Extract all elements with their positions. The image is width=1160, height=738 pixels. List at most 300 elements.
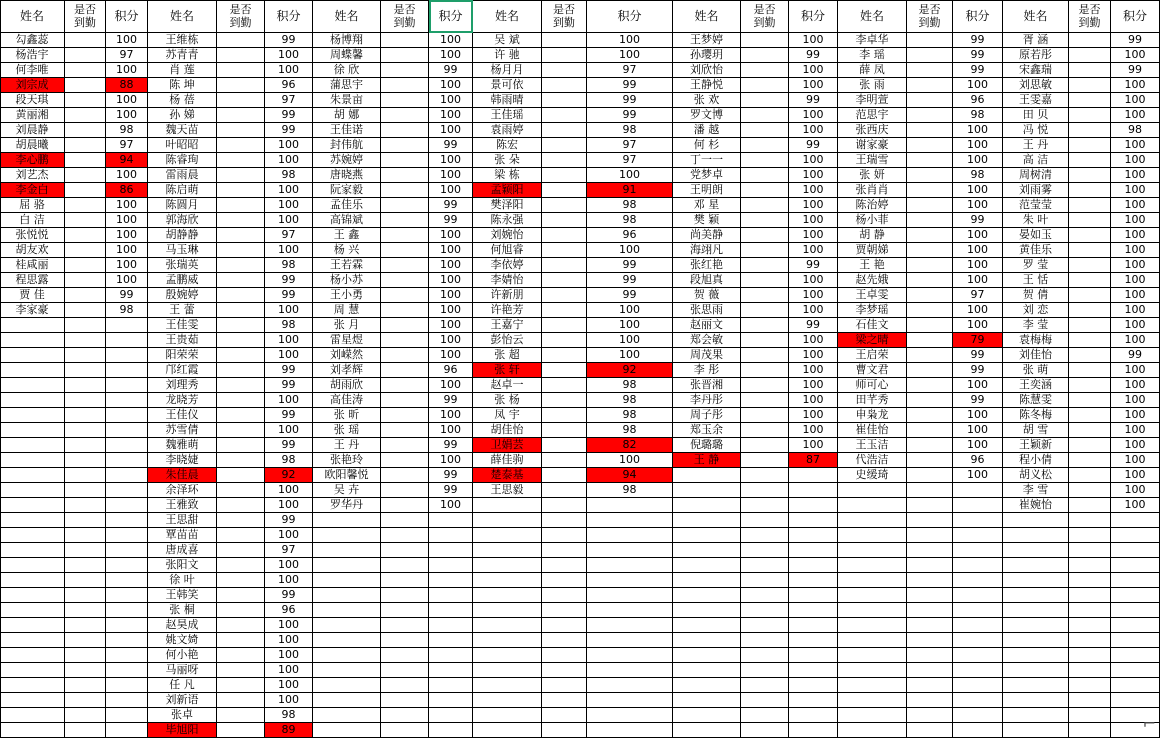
name-cell[interactable]: 胥 涵	[1003, 33, 1069, 48]
attend-cell[interactable]	[217, 633, 265, 648]
name-cell[interactable]: 薛 凤	[838, 63, 907, 78]
attend-cell[interactable]	[1069, 378, 1111, 393]
name-cell[interactable]: 孟佳乐	[313, 198, 381, 213]
empty-cell[interactable]	[673, 498, 741, 513]
name-cell[interactable]: 段天琪	[0, 93, 65, 108]
name-cell[interactable]: 宋鑫瑞	[1003, 63, 1069, 78]
attend-cell[interactable]	[542, 723, 587, 738]
empty-cell[interactable]	[0, 558, 65, 573]
attend-cell[interactable]	[1069, 663, 1111, 678]
attend-cell[interactable]	[65, 153, 106, 168]
empty-cell[interactable]	[1111, 513, 1160, 528]
score-cell[interactable]: 100	[953, 138, 1003, 153]
attend-cell[interactable]	[741, 588, 789, 603]
name-cell[interactable]: 刘理秀	[148, 378, 217, 393]
empty-cell[interactable]	[1003, 678, 1069, 693]
attend-cell[interactable]	[1069, 453, 1111, 468]
name-cell[interactable]: 王若霖	[313, 258, 381, 273]
name-cell[interactable]: 何 杉	[673, 138, 741, 153]
empty-cell[interactable]	[587, 723, 673, 738]
name-cell[interactable]: 白 洁	[0, 213, 65, 228]
score-cell[interactable]: 100	[429, 93, 473, 108]
attend-cell[interactable]	[217, 498, 265, 513]
attend-cell[interactable]	[907, 48, 953, 63]
empty-cell[interactable]	[0, 498, 65, 513]
attend-cell[interactable]	[217, 603, 265, 618]
score-cell[interactable]: 100	[953, 273, 1003, 288]
attend-cell[interactable]	[907, 663, 953, 678]
name-cell[interactable]: 陈冬梅	[1003, 408, 1069, 423]
attend-cell[interactable]	[217, 48, 265, 63]
name-cell[interactable]: 罗华丹	[313, 498, 381, 513]
score-cell[interactable]: 100	[953, 123, 1003, 138]
attend-cell[interactable]	[542, 168, 587, 183]
name-cell[interactable]: 刘 恋	[1003, 303, 1069, 318]
empty-cell[interactable]	[106, 528, 148, 543]
empty-cell[interactable]	[313, 603, 381, 618]
attend-cell[interactable]	[1069, 408, 1111, 423]
attend-cell[interactable]	[381, 198, 429, 213]
attend-cell[interactable]	[381, 693, 429, 708]
empty-cell[interactable]	[106, 648, 148, 663]
empty-cell[interactable]	[587, 678, 673, 693]
empty-cell[interactable]	[673, 513, 741, 528]
score-cell[interactable]: 100	[587, 348, 673, 363]
name-cell[interactable]: 勾鑫蕊	[0, 33, 65, 48]
score-cell[interactable]: 100	[953, 198, 1003, 213]
score-cell[interactable]: 100	[1111, 288, 1160, 303]
score-cell[interactable]: 100	[265, 393, 313, 408]
attend-cell[interactable]	[741, 633, 789, 648]
attend-cell[interactable]	[1069, 303, 1111, 318]
attend-cell[interactable]	[217, 438, 265, 453]
attend-cell[interactable]	[65, 693, 106, 708]
empty-cell[interactable]	[789, 483, 838, 498]
score-cell[interactable]: 96	[265, 78, 313, 93]
score-cell[interactable]: 100	[429, 408, 473, 423]
score-cell[interactable]: 100	[429, 318, 473, 333]
attend-cell[interactable]	[217, 408, 265, 423]
name-cell[interactable]: 王贵茹	[148, 333, 217, 348]
name-cell[interactable]: 杨 蓓	[148, 93, 217, 108]
attend-cell[interactable]	[741, 348, 789, 363]
attend-cell[interactable]	[1069, 723, 1111, 738]
empty-cell[interactable]	[473, 543, 542, 558]
name-cell[interactable]: 杨小苏	[313, 273, 381, 288]
name-cell[interactable]: 程思露	[0, 273, 65, 288]
empty-cell[interactable]	[106, 513, 148, 528]
attend-cell[interactable]	[1069, 108, 1111, 123]
attend-cell[interactable]	[1069, 318, 1111, 333]
empty-cell[interactable]	[953, 498, 1003, 513]
name-cell[interactable]: 余泽环	[148, 483, 217, 498]
attend-cell[interactable]	[381, 483, 429, 498]
name-cell[interactable]: 蒲思宇	[313, 78, 381, 93]
attend-cell[interactable]	[542, 708, 587, 723]
score-cell[interactable]: 100	[1111, 78, 1160, 93]
empty-cell[interactable]	[673, 633, 741, 648]
name-cell[interactable]: 王静悦	[673, 78, 741, 93]
name-cell[interactable]: 胡雨欣	[313, 378, 381, 393]
name-cell[interactable]: 任 凡	[148, 678, 217, 693]
empty-cell[interactable]	[789, 663, 838, 678]
name-cell[interactable]: 陈 坤	[148, 78, 217, 93]
name-cell[interactable]: 卫娟芸	[473, 438, 542, 453]
name-cell[interactable]: 高佳涛	[313, 393, 381, 408]
attend-cell[interactable]	[381, 528, 429, 543]
attend-cell[interactable]	[217, 528, 265, 543]
score-cell[interactable]: 99	[265, 408, 313, 423]
attend-cell[interactable]	[907, 348, 953, 363]
empty-cell[interactable]	[838, 498, 907, 513]
name-cell[interactable]: 许艳芳	[473, 303, 542, 318]
score-cell[interactable]: 100	[789, 333, 838, 348]
name-cell[interactable]: 王卓雯	[838, 288, 907, 303]
name-cell[interactable]: 王 丹	[313, 438, 381, 453]
score-cell[interactable]: 100	[1111, 453, 1160, 468]
name-cell[interactable]: 刘晨静	[0, 123, 65, 138]
empty-cell[interactable]	[473, 498, 542, 513]
name-cell[interactable]: 代浩洁	[838, 453, 907, 468]
empty-cell[interactable]	[429, 723, 473, 738]
attend-cell[interactable]	[542, 603, 587, 618]
score-cell[interactable]: 100	[265, 213, 313, 228]
name-cell[interactable]: 赵昊成	[148, 618, 217, 633]
score-cell[interactable]: 100	[265, 348, 313, 363]
name-cell[interactable]: 黄丽湘	[0, 108, 65, 123]
score-cell[interactable]: 100	[953, 423, 1003, 438]
attend-cell[interactable]	[381, 573, 429, 588]
empty-cell[interactable]	[953, 693, 1003, 708]
name-cell[interactable]: 王奕涵	[1003, 378, 1069, 393]
score-cell[interactable]: 100	[1111, 258, 1160, 273]
attend-cell[interactable]	[65, 468, 106, 483]
attend-cell[interactable]	[65, 723, 106, 738]
attend-cell[interactable]	[217, 348, 265, 363]
score-cell[interactable]: 97	[953, 288, 1003, 303]
header-name[interactable]: 姓名	[673, 0, 741, 33]
score-cell[interactable]: 99	[429, 438, 473, 453]
score-cell[interactable]: 100	[265, 48, 313, 63]
score-cell[interactable]: 99	[265, 108, 313, 123]
attend-cell[interactable]	[217, 378, 265, 393]
empty-cell[interactable]	[838, 483, 907, 498]
score-cell[interactable]: 96	[587, 228, 673, 243]
empty-cell[interactable]	[429, 618, 473, 633]
empty-cell[interactable]	[789, 693, 838, 708]
name-cell[interactable]: 阳荣荣	[148, 348, 217, 363]
empty-cell[interactable]	[789, 603, 838, 618]
name-cell[interactable]: 王瑞雪	[838, 153, 907, 168]
empty-cell[interactable]	[1003, 663, 1069, 678]
attend-cell[interactable]	[217, 543, 265, 558]
attend-cell[interactable]	[741, 603, 789, 618]
score-cell[interactable]: 100	[1111, 108, 1160, 123]
score-cell[interactable]: 100	[429, 258, 473, 273]
attend-cell[interactable]	[217, 123, 265, 138]
score-cell[interactable]: 100	[106, 258, 148, 273]
attend-cell[interactable]	[65, 258, 106, 273]
header-attend[interactable]: 是否 到勤	[907, 0, 953, 33]
attend-cell[interactable]	[741, 663, 789, 678]
attend-cell[interactable]	[217, 318, 265, 333]
score-cell[interactable]: 100	[106, 198, 148, 213]
attend-cell[interactable]	[907, 153, 953, 168]
empty-cell[interactable]	[429, 588, 473, 603]
name-cell[interactable]: 罗 莹	[1003, 258, 1069, 273]
name-cell[interactable]: 贺 倩	[1003, 288, 1069, 303]
attend-cell[interactable]	[1069, 168, 1111, 183]
attend-cell[interactable]	[381, 513, 429, 528]
score-cell[interactable]: 100	[587, 243, 673, 258]
name-cell[interactable]: 刘嵘然	[313, 348, 381, 363]
score-cell[interactable]: 100	[789, 408, 838, 423]
attend-cell[interactable]	[907, 213, 953, 228]
attend-cell[interactable]	[381, 213, 429, 228]
empty-cell[interactable]	[587, 513, 673, 528]
empty-cell[interactable]	[1003, 588, 1069, 603]
score-cell[interactable]: 100	[265, 498, 313, 513]
attend-cell[interactable]	[381, 318, 429, 333]
name-cell[interactable]: 胡静静	[148, 228, 217, 243]
name-cell[interactable]: 贺 薇	[673, 288, 741, 303]
attend-cell[interactable]	[542, 303, 587, 318]
empty-cell[interactable]	[673, 663, 741, 678]
empty-cell[interactable]	[673, 723, 741, 738]
attend-cell[interactable]	[65, 183, 106, 198]
attend-cell[interactable]	[1069, 138, 1111, 153]
name-cell[interactable]: 何小艳	[148, 648, 217, 663]
score-cell[interactable]: 100	[106, 63, 148, 78]
attend-cell[interactable]	[217, 363, 265, 378]
empty-cell[interactable]	[1003, 648, 1069, 663]
empty-cell[interactable]	[838, 633, 907, 648]
attend-cell[interactable]	[542, 63, 587, 78]
attend-cell[interactable]	[741, 513, 789, 528]
attend-cell[interactable]	[1069, 258, 1111, 273]
score-cell[interactable]: 100	[789, 213, 838, 228]
empty-cell[interactable]	[313, 588, 381, 603]
empty-cell[interactable]	[1003, 708, 1069, 723]
empty-cell[interactable]	[106, 633, 148, 648]
attend-cell[interactable]	[907, 198, 953, 213]
name-cell[interactable]: 胡 静	[838, 228, 907, 243]
attend-cell[interactable]	[381, 243, 429, 258]
name-cell[interactable]: 王佳诺	[313, 123, 381, 138]
name-cell[interactable]: 李 雪	[1003, 483, 1069, 498]
attend-cell[interactable]	[907, 183, 953, 198]
score-cell[interactable]: 99	[429, 63, 473, 78]
attend-cell[interactable]	[217, 423, 265, 438]
name-cell[interactable]: 赵卓一	[473, 378, 542, 393]
empty-cell[interactable]	[473, 663, 542, 678]
name-cell[interactable]: 陈启萌	[148, 183, 217, 198]
attend-cell[interactable]	[741, 648, 789, 663]
name-cell[interactable]: 程小倩	[1003, 453, 1069, 468]
attend-cell[interactable]	[217, 93, 265, 108]
attend-cell[interactable]	[1069, 183, 1111, 198]
empty-cell[interactable]	[106, 663, 148, 678]
score-cell[interactable]: 98	[265, 258, 313, 273]
score-cell[interactable]: 99	[1111, 33, 1160, 48]
score-cell[interactable]: 98	[1111, 123, 1160, 138]
attend-cell[interactable]	[542, 93, 587, 108]
score-cell[interactable]: 98	[953, 108, 1003, 123]
attend-cell[interactable]	[217, 333, 265, 348]
empty-cell[interactable]	[106, 318, 148, 333]
attend-cell[interactable]	[907, 483, 953, 498]
score-cell[interactable]: 99	[953, 48, 1003, 63]
name-cell[interactable]: 王玉洁	[838, 438, 907, 453]
empty-cell[interactable]	[106, 408, 148, 423]
name-cell[interactable]: 王雅致	[148, 498, 217, 513]
empty-cell[interactable]	[0, 528, 65, 543]
name-cell[interactable]: 许 驰	[473, 48, 542, 63]
attend-cell[interactable]	[907, 438, 953, 453]
attend-cell[interactable]	[741, 243, 789, 258]
empty-cell[interactable]	[1003, 603, 1069, 618]
attend-cell[interactable]	[1069, 573, 1111, 588]
score-cell[interactable]: 100	[429, 243, 473, 258]
attend-cell[interactable]	[542, 663, 587, 678]
attend-cell[interactable]	[1069, 93, 1111, 108]
empty-cell[interactable]	[106, 333, 148, 348]
name-cell[interactable]: 刘欣怡	[673, 63, 741, 78]
name-cell[interactable]: 韩雨晴	[473, 93, 542, 108]
empty-cell[interactable]	[0, 333, 65, 348]
empty-cell[interactable]	[838, 648, 907, 663]
empty-cell[interactable]	[789, 708, 838, 723]
attend-cell[interactable]	[907, 303, 953, 318]
name-cell[interactable]: 封伟航	[313, 138, 381, 153]
attend-cell[interactable]	[381, 648, 429, 663]
score-cell[interactable]: 100	[953, 258, 1003, 273]
name-cell[interactable]: 王明朗	[673, 183, 741, 198]
empty-cell[interactable]	[106, 693, 148, 708]
empty-cell[interactable]	[587, 618, 673, 633]
attend-cell[interactable]	[741, 618, 789, 633]
name-cell[interactable]: 张瑞英	[148, 258, 217, 273]
empty-cell[interactable]	[313, 543, 381, 558]
empty-cell[interactable]	[953, 513, 1003, 528]
empty-cell[interactable]	[0, 348, 65, 363]
empty-cell[interactable]	[106, 423, 148, 438]
empty-cell[interactable]	[789, 543, 838, 558]
attend-cell[interactable]	[542, 78, 587, 93]
attend-cell[interactable]	[542, 228, 587, 243]
empty-cell[interactable]	[313, 723, 381, 738]
empty-cell[interactable]	[953, 573, 1003, 588]
name-cell[interactable]: 杨博翔	[313, 33, 381, 48]
score-cell[interactable]: 100	[953, 183, 1003, 198]
attend-cell[interactable]	[542, 513, 587, 528]
name-cell[interactable]: 苏婉婷	[313, 153, 381, 168]
header-attend[interactable]: 是否 到勤	[1069, 0, 1111, 33]
attend-cell[interactable]	[65, 363, 106, 378]
attend-cell[interactable]	[907, 513, 953, 528]
attend-cell[interactable]	[65, 483, 106, 498]
name-cell[interactable]: 张西庆	[838, 123, 907, 138]
attend-cell[interactable]	[542, 438, 587, 453]
attend-cell[interactable]	[381, 363, 429, 378]
attend-cell[interactable]	[65, 543, 106, 558]
empty-cell[interactable]	[106, 573, 148, 588]
empty-cell[interactable]	[1111, 573, 1160, 588]
attend-cell[interactable]	[217, 78, 265, 93]
score-cell[interactable]: 96	[953, 453, 1003, 468]
empty-cell[interactable]	[106, 603, 148, 618]
name-cell[interactable]: 樊泽阳	[473, 198, 542, 213]
score-cell[interactable]: 98	[587, 123, 673, 138]
name-cell[interactable]: 刘婉怡	[473, 228, 542, 243]
attend-cell[interactable]	[381, 393, 429, 408]
score-cell[interactable]: 100	[953, 318, 1003, 333]
attend-cell[interactable]	[65, 663, 106, 678]
attend-cell[interactable]	[381, 108, 429, 123]
attend-cell[interactable]	[217, 393, 265, 408]
empty-cell[interactable]	[0, 453, 65, 468]
attend-cell[interactable]	[217, 63, 265, 78]
empty-cell[interactable]	[838, 693, 907, 708]
score-cell[interactable]: 99	[429, 138, 473, 153]
score-cell[interactable]: 100	[106, 93, 148, 108]
empty-cell[interactable]	[953, 603, 1003, 618]
attend-cell[interactable]	[741, 708, 789, 723]
name-cell[interactable]: 马丽呀	[148, 663, 217, 678]
name-cell[interactable]: 张 瑶	[313, 423, 381, 438]
attend-cell[interactable]	[1069, 588, 1111, 603]
attend-cell[interactable]	[65, 618, 106, 633]
score-cell[interactable]: 99	[265, 438, 313, 453]
name-cell[interactable]: 王 鑫	[313, 228, 381, 243]
attend-cell[interactable]	[542, 693, 587, 708]
score-cell[interactable]: 100	[1111, 468, 1160, 483]
attend-cell[interactable]	[741, 123, 789, 138]
name-cell[interactable]: 陈圆月	[148, 198, 217, 213]
name-cell[interactable]: 徐 欣	[313, 63, 381, 78]
attend-cell[interactable]	[381, 453, 429, 468]
name-cell[interactable]: 何李唯	[0, 63, 65, 78]
score-cell[interactable]: 100	[265, 573, 313, 588]
empty-cell[interactable]	[673, 558, 741, 573]
empty-cell[interactable]	[0, 708, 65, 723]
empty-cell[interactable]	[1111, 528, 1160, 543]
name-cell[interactable]: 原若彤	[1003, 48, 1069, 63]
empty-cell[interactable]	[673, 693, 741, 708]
empty-cell[interactable]	[473, 528, 542, 543]
name-cell[interactable]: 李家豪	[0, 303, 65, 318]
empty-cell[interactable]	[1111, 558, 1160, 573]
attend-cell[interactable]	[741, 273, 789, 288]
attend-cell[interactable]	[381, 498, 429, 513]
score-cell[interactable]: 100	[1111, 378, 1160, 393]
empty-cell[interactable]	[789, 618, 838, 633]
attend-cell[interactable]	[65, 108, 106, 123]
attend-cell[interactable]	[907, 33, 953, 48]
score-cell[interactable]: 91	[587, 183, 673, 198]
name-cell[interactable]: 张红艳	[673, 258, 741, 273]
score-cell[interactable]: 100	[429, 123, 473, 138]
attend-cell[interactable]	[542, 453, 587, 468]
empty-cell[interactable]	[1003, 513, 1069, 528]
empty-cell[interactable]	[313, 573, 381, 588]
attend-cell[interactable]	[1069, 243, 1111, 258]
name-cell[interactable]: 欧阳馨悦	[313, 468, 381, 483]
score-cell[interactable]: 100	[429, 303, 473, 318]
empty-cell[interactable]	[587, 573, 673, 588]
empty-cell[interactable]	[106, 378, 148, 393]
attend-cell[interactable]	[907, 723, 953, 738]
